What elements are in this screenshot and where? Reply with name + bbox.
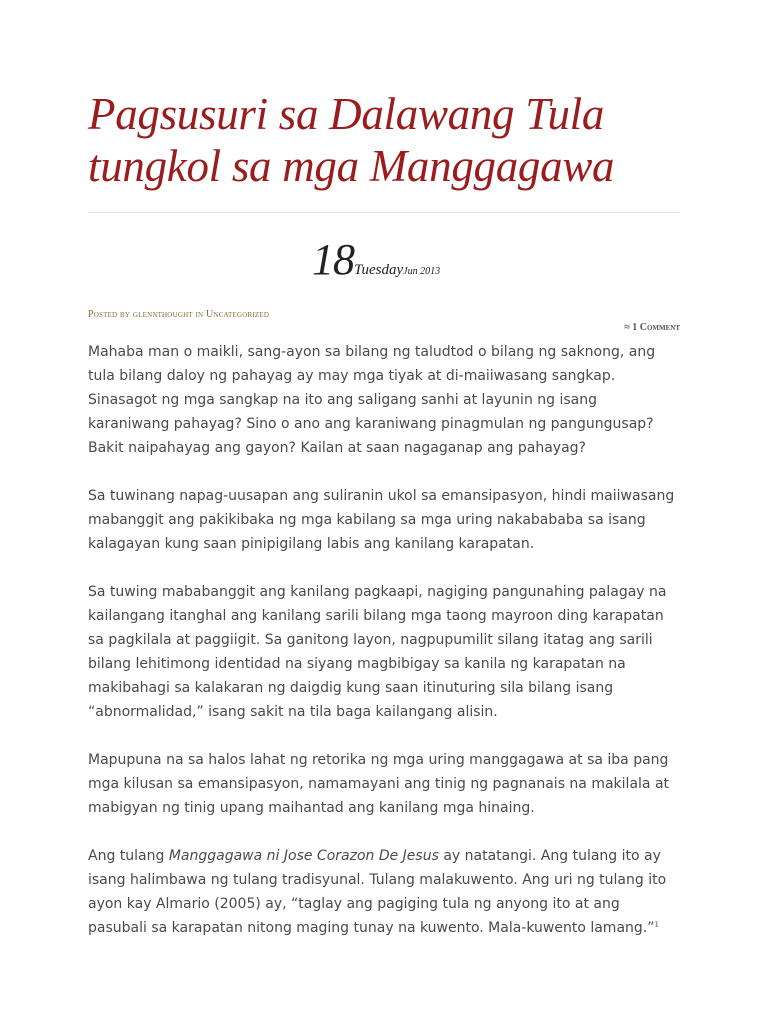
paragraph-4: Mapupuna na sa halos lahat ng retorika ng mga uring manggagawa at sa iba pang mga kilusan sa emansipasyon, namamayani ang tinig ng pagnanais na makilala at mabigyan ng tinig upang maihantad ang kanilang mga hinaing.: [88, 752, 670, 816]
category-link[interactable]: Uncategorized: [206, 309, 270, 320]
footnote-ref[interactable]: 1: [654, 920, 659, 929]
posted-by-label: Posted by: [88, 309, 131, 320]
post-title[interactable]: Pagsusuri sa Dalawang Tula tungkol sa mga Manggagawa: [88, 89, 615, 191]
date-weekday: Tuesday: [354, 262, 404, 278]
date-day: 18: [312, 235, 354, 284]
poem-title: Manggagawa ni Jose Corazon De Jesus: [168, 848, 439, 864]
date-month-year: Jun 2013: [403, 266, 441, 277]
post-content: [88, 340, 680, 964]
title-divider: [88, 212, 680, 213]
author-link[interactable]: glennthought: [132, 309, 193, 320]
post-meta: [88, 309, 269, 320]
in-label: in: [195, 309, 204, 320]
paragraph-3: Sa tuwing mababanggit ang kanilang pagkaapi, nagiging pangunahing palagay na kailangang itanghal ang kanilang sarili bilang mga taong mayroon ding karapatan sa pagkilala at paggiigit. Sa ganitong layon, nagpupumilit silang itatag ang sarili bilang lehitimong identidad na siyang magbibigay sa kanila ng karapatan na makibahagi sa kalakaran ng daigdig kung saan itinuturing sila bilang isang “abnormalidad,” isang sakit na tila baga kailangang alisin.: [88, 584, 667, 720]
comments-link[interactable]: ≈ 1 Comment: [624, 322, 680, 333]
paragraph-5: [88, 844, 680, 940]
paragraph-5-lead: Ang tulang: [88, 848, 169, 864]
paragraph-5-body: ay natatangi. Ang tulang ito ay isang halimbawa ng tulang tradisyunal. Tulang malakuwento. Ang uri ng tulang ito ayon kay Almario (2005) ay, “taglay ang pagiging tula ng anyong ito at ang pasubali sa karapatan nitong maging tunay na kuwento. Mala-kuwento lamang.”: [88, 848, 667, 936]
paragraph-2: Sa tuwinang napag-uusapan ang suliranin ukol sa emansipasyon, hindi maiiwasang mabanggit ang pakikibaka ng mga kabilang sa mga uring nakabababa sa isang kalagayan kung saan pinipigilang labis ang kanilang karapatan.: [88, 488, 675, 552]
post-date: [312, 232, 440, 288]
paragraph-1: Mahaba man o maikli, sang-ayon sa bilang ng taludtod o bilang ng saknong, ang tula bilang daloy ng pahayag ay may mga tiyak at di-maiiwasang sangkap. Sinasagot ng mga sangkap na ito ang saligang sanhi at layunin ng isang karaniwang pahayag? Sino o ano ang karaniwang pinagmulan ng pangungusap? Bakit naipahayag ang gayon? Kailan at saan nagaganap ang pahayag?: [88, 344, 656, 456]
